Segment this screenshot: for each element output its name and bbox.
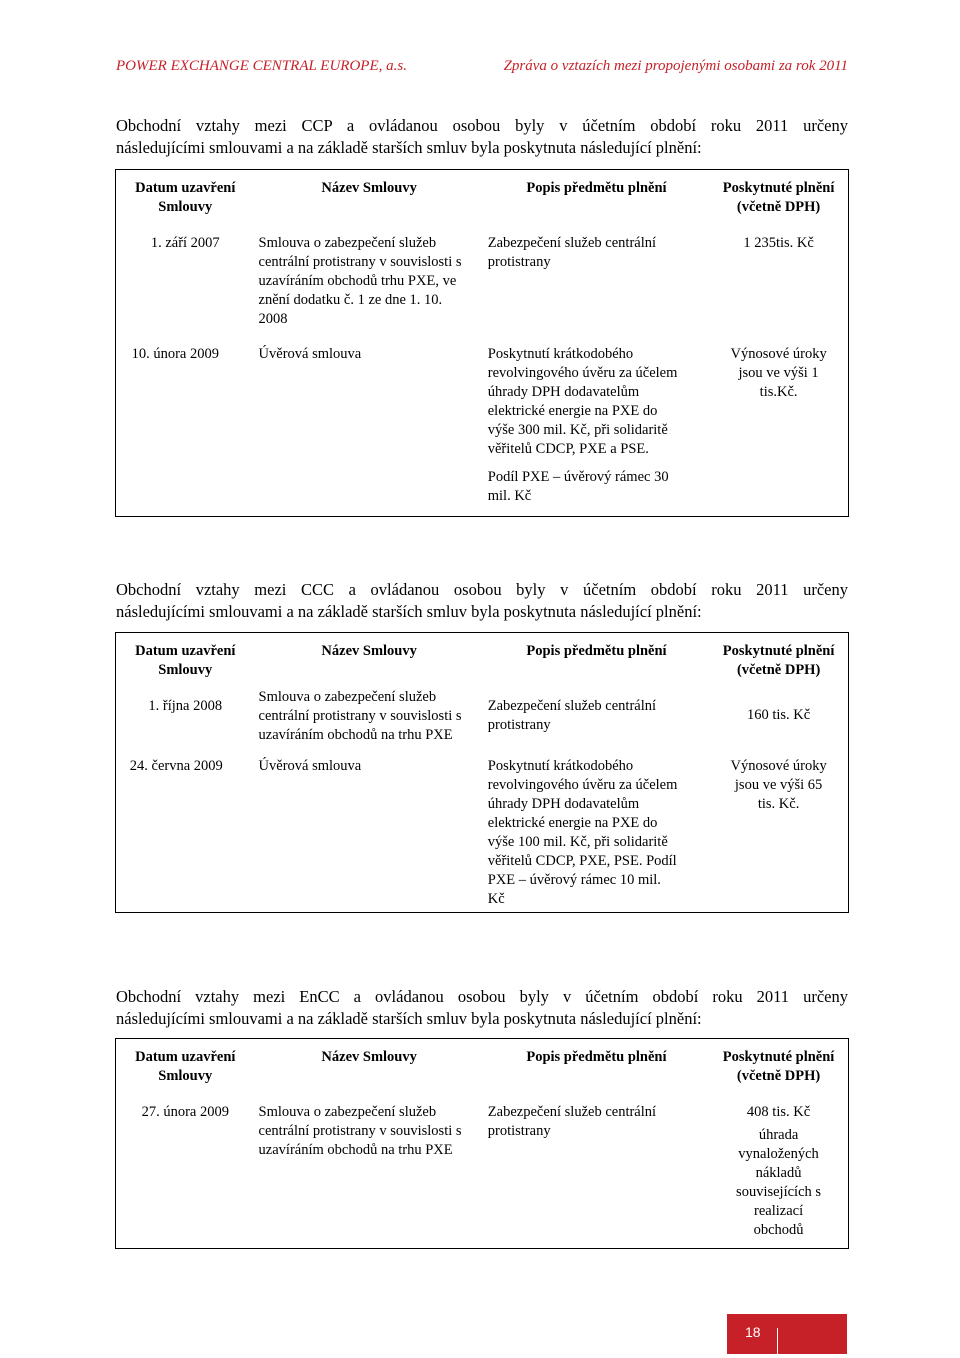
contract-description: Zabezpečení služeb centrální protistrany (487, 1104, 657, 1139)
contract-date: 24. června 2009 (129, 758, 223, 774)
table-row (116, 341, 849, 517)
contract-name: Smlouva o zabezpečení služeb centrální protistrany v souvislosti s uzavíráním obchodů trhu PXE, ve znění dodatku č. 1 ze dne 1. 10. 2008 (258, 235, 462, 327)
performance-note: úhrada vynaložených nákladů souvisejících s realizací obchodů (736, 1127, 822, 1238)
contract-name: Úvěrová smlouva (258, 346, 362, 362)
description-share: Podíl PXE – úvěrový rámec 30 mil. Kč (487, 469, 669, 504)
column-header: Poskytnuté plnění (včetně DPH) (722, 643, 835, 678)
contracts-table (115, 1038, 849, 1249)
page-footer (727, 1314, 847, 1354)
column-header: Popis předmětu plnění (526, 643, 667, 659)
contract-performance: Výnosové úroky jsou ve výši 1 tis.Kč. (730, 346, 827, 400)
intro-line: Obchodní vztahy mezi CCP a ovládanou osobou byly v účetním období roku 2011 určeny (116, 116, 848, 135)
page-number: 18 (745, 1324, 761, 1340)
column-header: Název Smlouvy (321, 180, 417, 196)
intro-line: následujícími smlouvami a na základě starších smluv byla poskytnuta následující plnění: (116, 602, 702, 621)
intro-line: Obchodní vztahy mezi EnCC a ovládanou osobou byly v účetním období roku 2011 určeny (116, 987, 848, 1006)
page-header (116, 58, 848, 78)
contract-date: 1. září 2007 (150, 235, 220, 251)
table-row (116, 755, 849, 913)
company-name: POWER EXCHANGE CENTRAL EUROPE, a.s. (116, 58, 407, 74)
footer-divider (777, 1328, 778, 1354)
contract-description: Zabezpečení služeb centrální protistrany (487, 698, 657, 733)
contract-description: Poskytnutí krátkodobého revolvingového úvěru za účelem úhrady DPH dodavatelům elektrické energie na PXE do výše 100 mil. Kč, při solidaritě věřitelů CDCP, PXE, PSE. Podíl PXE – úvěrový rámec 10 mil. Kč (487, 758, 678, 907)
table-header-row (116, 1039, 849, 1095)
section-intro (116, 986, 848, 1030)
column-header: Poskytnuté plnění (včetně DPH) (722, 180, 835, 215)
column-header: Název Smlouvy (321, 1049, 417, 1065)
contract-date: 27. února 2009 (141, 1104, 229, 1120)
column-header: Popis předmětu plnění (526, 180, 667, 196)
contract-performance: 160 tis. Kč (746, 707, 811, 723)
column-header: Datum uzavření Smlouvy (135, 180, 236, 215)
description-text: Poskytnutí krátkodobého revolvingového úvěru za účelem úhrady DPH dodavatelům elektrické energie na PXE do výše 300 mil. Kč, při solidaritě věřitelů CDCP, PXE a PSE. (487, 346, 678, 457)
intro-line: následujícími smlouvami a na základě starších smluv byla poskytnuta následující plnění: (116, 138, 702, 157)
section-intro (116, 579, 848, 623)
column-header: Datum uzavření Smlouvy (135, 643, 236, 678)
section-intro (116, 115, 848, 159)
column-header: Poskytnuté plnění (včetně DPH) (722, 1049, 835, 1084)
contract-description: Zabezpečení služeb centrální protistrany (487, 235, 657, 270)
table-row (116, 1094, 849, 1249)
intro-line: následujícími smlouvami a na základě starších smluv byla poskytnuta následující plnění: (116, 1009, 702, 1028)
contract-name: Smlouva o zabezpečení služeb centrální protistrany v souvislosti s uzavíráním obchodů na trhu PXE (258, 689, 462, 743)
table-header-row (116, 633, 849, 689)
contract-performance: 1 235tis. Kč (743, 235, 814, 251)
table-row (116, 688, 849, 755)
intro-line: Obchodní vztahy mezi CCC a ovládanou osobou byly v účetním období roku 2011 určeny (116, 580, 848, 599)
table-row (116, 225, 849, 341)
contract-name: Úvěrová smlouva (258, 758, 362, 774)
contract-date: 1. října 2008 (148, 698, 223, 714)
column-header: Název Smlouvy (321, 643, 417, 659)
performance-amount: 408 tis. Kč (746, 1104, 811, 1120)
contracts-table (115, 632, 849, 913)
column-header: Popis předmětu plnění (526, 1049, 667, 1065)
contract-performance: Výnosové úroky jsou ve výši 65 tis. Kč. (730, 758, 827, 812)
contract-performance (709, 1094, 848, 1249)
table-header-row (116, 170, 849, 226)
contract-name: Smlouva o zabezpečení služeb centrální protistrany v souvislosti s uzavíráním obchodů na trhu PXE (258, 1104, 462, 1158)
contract-description (484, 341, 709, 517)
report-title: Zpráva o vztazích mezi propojenými osobami za rok 2011 (503, 58, 848, 74)
contracts-table (115, 169, 849, 517)
column-header: Datum uzavření Smlouvy (135, 1049, 236, 1084)
contract-date: 10. února 2009 (131, 346, 219, 362)
